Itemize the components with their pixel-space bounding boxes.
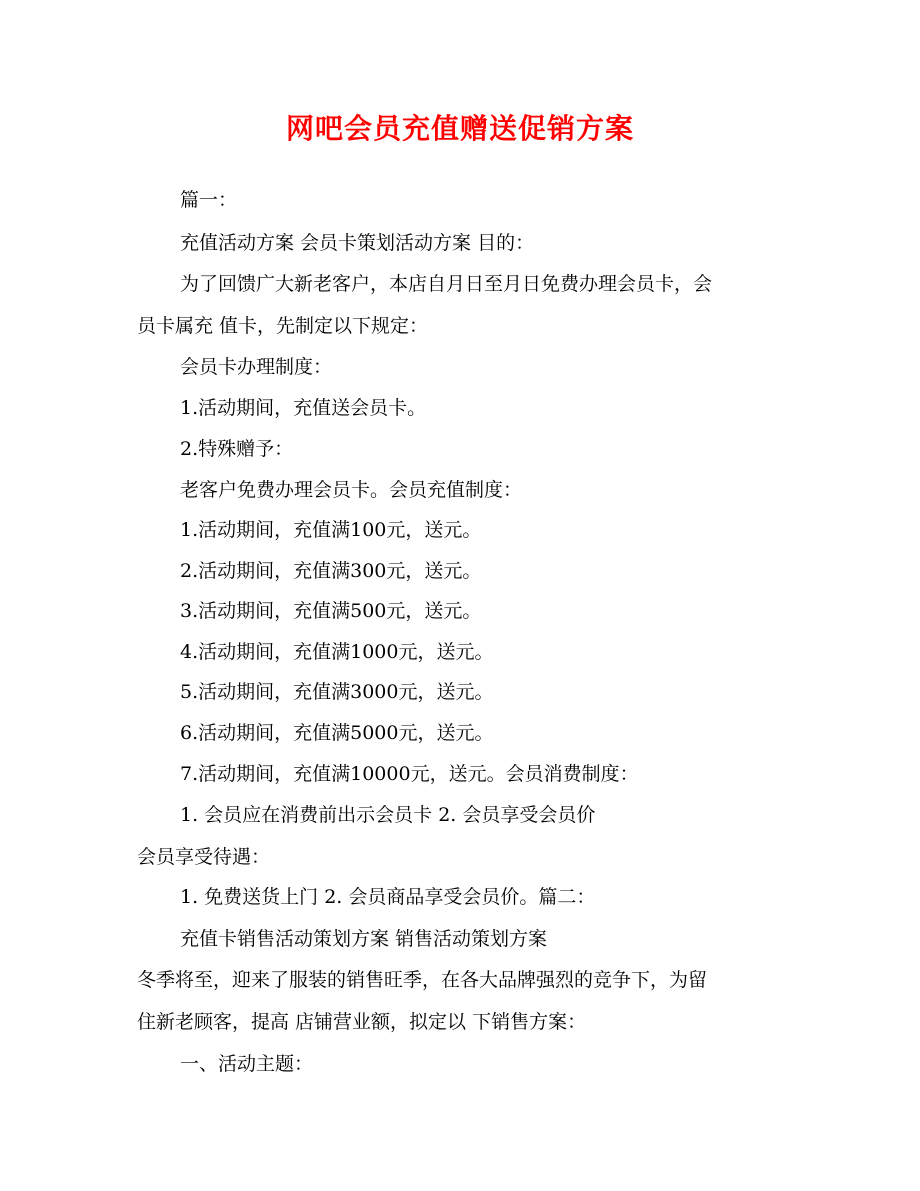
text-line: 员卡属充 值卡，先制定以下规定： (137, 315, 429, 337)
text-line: 1. 免费送货上门 2. 会员商品享受会员价。篇二： (180, 886, 596, 908)
text-line: 会员享受待遇： (137, 846, 271, 868)
document-title: 网吧会员充值赠送促销方案 (285, 112, 634, 145)
text-line: 2.活动期间，充值满300元，送元。 (180, 560, 482, 582)
text-line: 7.活动期间，充值满10000元，送元。会员消费制度： (180, 763, 639, 785)
text-line: 6.活动期间，充值满5000元，送元。 (180, 722, 494, 744)
text-line: 充值活动方案 会员卡策划活动方案 目的： (180, 232, 535, 254)
text-line: 1. 会员应在消费前出示会员卡 2. 会员享受会员价 (180, 804, 596, 826)
text-line: 会员卡办理制度： (180, 356, 333, 378)
text-line: 5.活动期间，充值满3000元，送元。 (180, 681, 494, 703)
text-line: 3.活动期间，充值满500元，送元。 (180, 600, 482, 622)
text-line: 为了回馈广大新老客户，本店自月日至月日免费办理会员卡，会 (180, 273, 713, 295)
text-line: 一、活动主题： (180, 1053, 314, 1075)
text-line: 1.活动期间，充值满100元，送元。 (180, 519, 482, 541)
text-line: 冬季将至，迎来了服装的销售旺季，在各大品牌强烈的竞争下，为留 (137, 969, 708, 991)
text-line: 4.活动期间，充值满1000元，送元。 (180, 641, 494, 663)
text-line: 1.活动期间，充值送会员卡。 (180, 397, 427, 419)
text-line: 住新老顾客，提高 店铺营业额，拟定以 下销售方案： (137, 1011, 587, 1033)
text-line: 充值卡销售活动策划方案 销售活动策划方案 (180, 928, 548, 950)
text-line: 篇一： (180, 189, 238, 211)
text-line: 老客户免费办理会员卡。会员充值制度： (180, 479, 523, 501)
text-line: 2.特殊赠予： (180, 438, 294, 460)
